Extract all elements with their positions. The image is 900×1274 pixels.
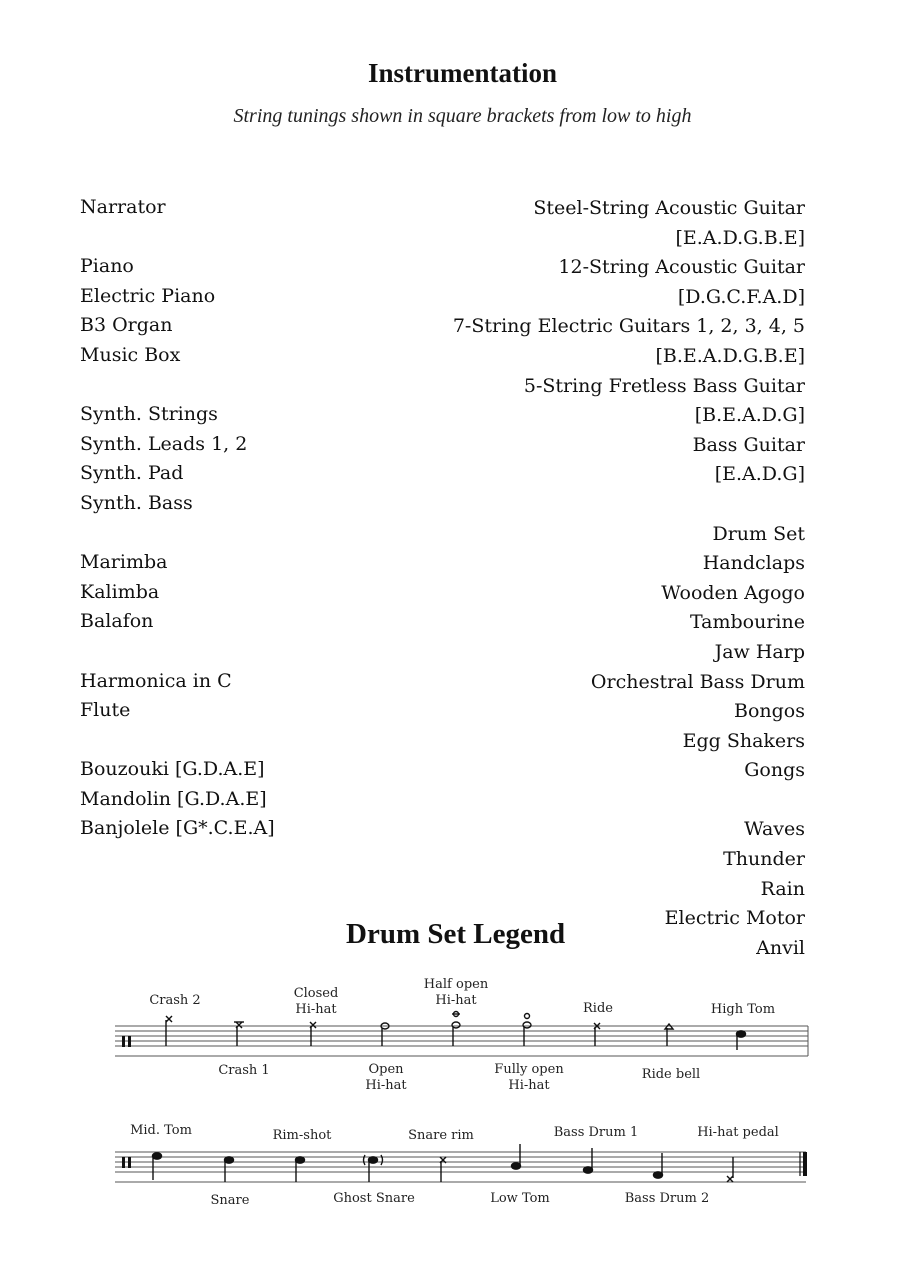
instrument-line: Wooden Agogo bbox=[661, 581, 805, 604]
note-hi-hat-pedal bbox=[727, 1157, 733, 1182]
instrument-line: Flute bbox=[80, 699, 131, 722]
note-ghost-snare bbox=[364, 1155, 383, 1182]
instrument-line: 12-String Acoustic Guitar bbox=[558, 256, 805, 279]
instrument-line: Tambourine bbox=[689, 611, 805, 634]
instrument-line: 5-String Fretless Bass Guitar bbox=[523, 374, 805, 397]
instrument-line: Steel-String Acoustic Guitar bbox=[533, 197, 805, 219]
instrument-line: Handclaps bbox=[702, 552, 805, 575]
note-mid-tom bbox=[153, 1153, 162, 1180]
instrument-line: Synth. Strings bbox=[80, 403, 218, 426]
instrument-line: Egg Shakers bbox=[682, 729, 805, 752]
instrument-line: Anvil bbox=[756, 936, 805, 959]
note-high-tom bbox=[737, 1031, 746, 1050]
instrument-line: Marimba bbox=[80, 551, 168, 574]
label-fully-open: Fully open bbox=[494, 1062, 564, 1077]
instrument-line: Electric Piano bbox=[80, 284, 216, 307]
page-title: Instrumentation bbox=[367, 58, 557, 88]
instrument-line: Gongs bbox=[744, 759, 805, 782]
instrument-line: Waves bbox=[744, 818, 805, 841]
instrument-line: Mandolin [G.D.A.E] bbox=[80, 787, 267, 810]
label-open-hi-hat: Hi-hat bbox=[365, 1078, 407, 1093]
instrument-line: B3 Organ bbox=[80, 314, 173, 337]
instrument-line: Electric Motor bbox=[664, 907, 805, 930]
instrument-line: [D.G.C.F.A.D] bbox=[677, 285, 805, 308]
instrument-line: Thunder bbox=[723, 848, 805, 871]
label-closed: Closed bbox=[293, 986, 339, 1001]
note-ride-bell bbox=[665, 1024, 673, 1046]
instrument-line: Bouzouki [G.D.A.E] bbox=[80, 758, 265, 781]
instrument-line: Music Box bbox=[80, 343, 181, 366]
label-half-open-hi-hat: Hi-hat bbox=[435, 993, 477, 1008]
page-subtitle: String tunings shown in square brackets from low to high bbox=[233, 105, 692, 127]
label-half-open: Half open bbox=[423, 977, 489, 992]
instrument-line: Narrator bbox=[80, 196, 166, 218]
instrument-line: Synth. Bass bbox=[80, 491, 193, 514]
instrument-line: [B.E.A.D.G.B.E] bbox=[655, 344, 805, 367]
label-closed-hi-hat: Hi-hat bbox=[295, 1002, 337, 1017]
label-low-tom: Low Tom bbox=[490, 1191, 550, 1206]
instrument-line: Harmonica in C bbox=[80, 669, 232, 692]
staff-2 bbox=[115, 1152, 806, 1182]
note-rim-shot bbox=[296, 1157, 305, 1182]
label-ride: Ride bbox=[583, 1001, 613, 1016]
label-ghost-snare: Ghost Snare bbox=[333, 1191, 415, 1206]
label-snare: Snare bbox=[210, 1193, 250, 1208]
instrument-line: [B.E.A.D.G] bbox=[694, 404, 805, 427]
label-crash-2: Crash 2 bbox=[149, 993, 201, 1008]
instrument-line: 7-String Electric Guitars 1, 2, 3, 4, 5 bbox=[452, 315, 805, 338]
instrument-line: Kalimba bbox=[80, 580, 160, 603]
label-crash-1: Crash 1 bbox=[218, 1063, 270, 1078]
instrument-line: Bass Guitar bbox=[692, 433, 805, 456]
note-snare-rim bbox=[440, 1157, 446, 1182]
instrument-line: [E.A.D.G.B.E] bbox=[675, 226, 805, 249]
label-ride-bell: Ride bell bbox=[641, 1067, 701, 1082]
staff-1 bbox=[115, 1026, 808, 1056]
instrument-line: Balafon bbox=[80, 610, 154, 633]
label-bass-drum-2: Bass Drum 2 bbox=[624, 1191, 710, 1206]
instrument-line: Drum Set bbox=[712, 522, 805, 545]
instrument-line: Banjolele [G*.C.E.A] bbox=[80, 817, 275, 840]
label-bass-drum-1: Bass Drum 1 bbox=[553, 1125, 639, 1140]
label-high-tom: High Tom bbox=[710, 1002, 776, 1017]
label-rim-shot: Rim-shot bbox=[272, 1128, 332, 1143]
instrument-line: Piano bbox=[80, 255, 134, 278]
instrument-line: [E.A.D.G] bbox=[714, 463, 805, 486]
instrument-line: Rain bbox=[760, 877, 805, 900]
label-fully-open-hi-hat: Hi-hat bbox=[508, 1078, 550, 1093]
instrument-line: Orchestral Bass Drum bbox=[590, 670, 805, 693]
instrument-line: Bongos bbox=[734, 700, 805, 723]
drum-legend-title: Drum Set Legend bbox=[346, 918, 566, 950]
instrument-line: Jaw Harp bbox=[714, 640, 805, 663]
label-open: Open bbox=[368, 1062, 404, 1077]
label-hi-hat-pedal: Hi-hat pedal bbox=[697, 1125, 779, 1140]
instrument-line: Synth. Pad bbox=[80, 462, 184, 485]
label-snare-rim: Snare rim bbox=[408, 1128, 474, 1143]
instrument-line: Synth. Leads 1, 2 bbox=[80, 432, 248, 455]
label-mid-tom: Mid. Tom bbox=[130, 1123, 192, 1138]
note-snare bbox=[225, 1157, 234, 1182]
